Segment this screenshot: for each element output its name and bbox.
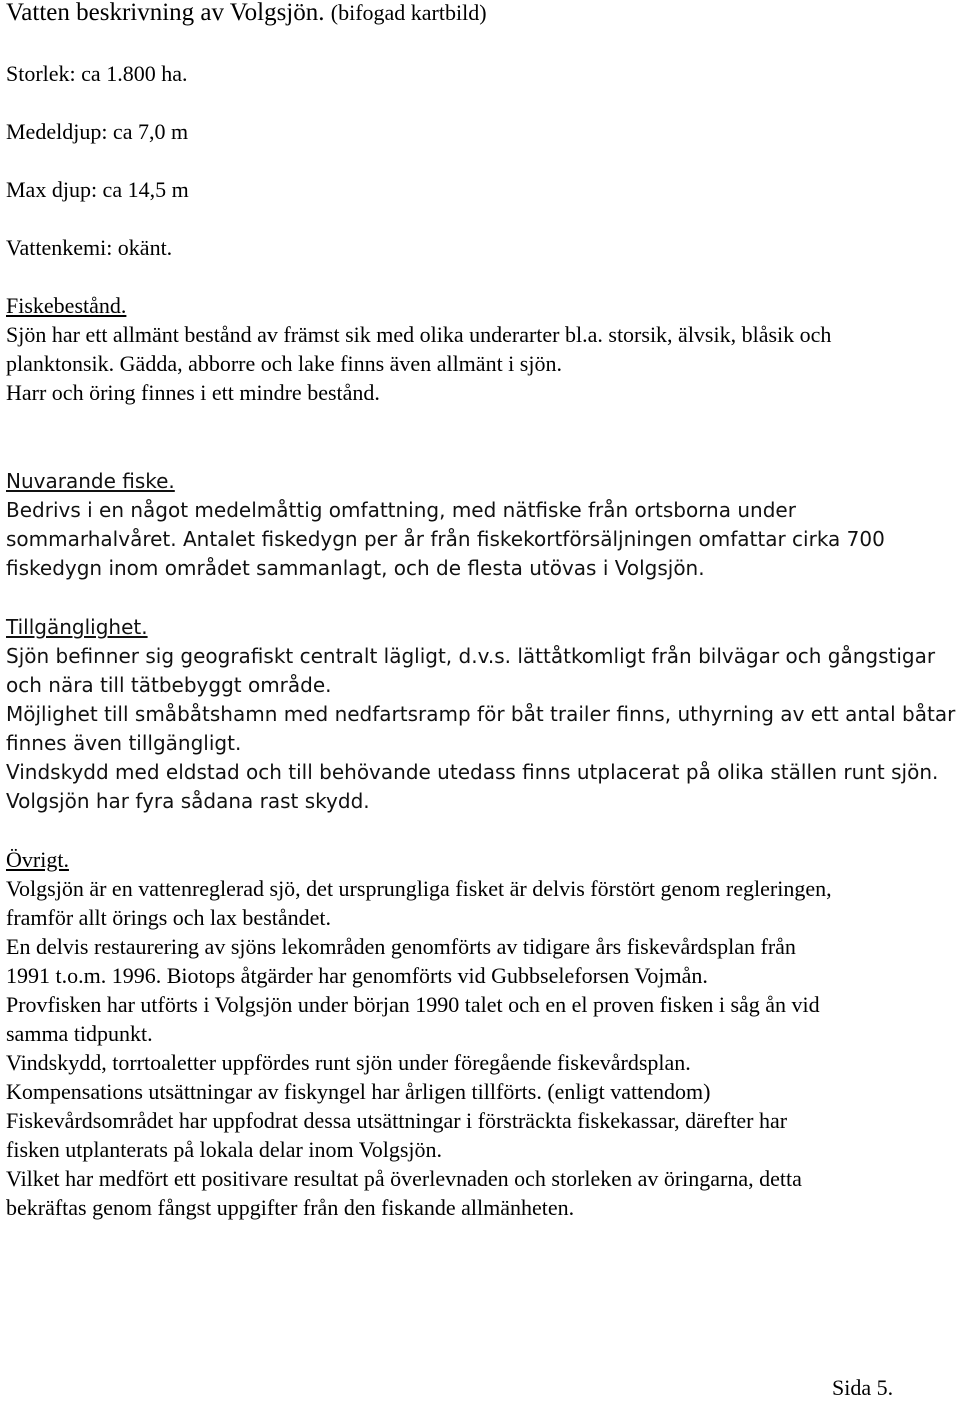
paragraph-line [6,525,885,553]
paragraph-line: Vindskydd, torrtoaletter uppfördes runt sjön under föregående fiskevårdsplan. [6,1050,691,1075]
fact-mean-depth: Medeldjup: ca 7,0 m [6,119,189,144]
paragraph-line: samma tidpunkt. [6,1021,153,1046]
paragraph-line: fisken utplanterats på lokala delar inom Volgsjön. [6,1137,443,1162]
paragraph-line: Fiskevårdsområdet har uppfodrat dessa utsättningar i försträckta fiskekassar, därefter har [6,1108,788,1133]
paragraph-line: Sjön har ett allmänt bestånd av främst sik med olika underarter bl.a. storsik, älvsik, blåsik och [6,322,832,347]
section-heading-ovrigt: Övrigt. [6,847,69,872]
fact-size: Storlek: ca 1.800 ha. [6,61,188,86]
paragraph-line: Sjön befinner sig geografiskt centralt lägligt, d.v.s. lättåtkomligt från bilvägar och gångstigar [6,644,936,668]
paragraph-line: fiskedygn inom området sammanlagt, och de flesta utövas i Volgsjön. [6,556,705,580]
title-note: (bifogad kartbild) [330,0,487,25]
paragraph-line: planktonsik. Gädda, abborre och lake finns även allmänt i sjön. [6,351,562,376]
paragraph-line: Vindskydd med eldstad och till behövande utedass finns utplacerat på olika ställen runt sjön. [6,760,939,784]
paragraph-line: En delvis restaurering av sjöns lekområden genomförts av tidigare års fiskevårdsplan från [6,934,796,959]
page-title [6,0,487,27]
paragraph-line: framför allt örings och lax beståndet. [6,905,332,930]
paragraph-line: finnes även tillgängligt. [6,731,242,755]
title-main: Vatten beskrivning av Volgsjön. [6,0,325,26]
paragraph-line: Kompensations utsättningar av fiskyngel har årligen tillförts. (enligt vattendom) [6,1079,711,1104]
section-heading-tillganglighet: Tillgänglighet. [6,615,148,639]
paragraph-line: Harr och öring finnes i ett mindre bestånd. [6,380,380,405]
paragraph-line: Volgsjön är en vattenreglerad sjö, det ursprungliga fisket är delvis förstört genom regleringen, [6,876,832,901]
paragraph-line: Möjlighet till småbåtshamn med nedfartsramp för båt trailer finns, uthyrning av ett antal båtar [6,702,956,726]
section-heading-nuvarande-fiske: Nuvarande fiske. [6,469,175,493]
paragraph-line: Bedrivs i en något medelmåttig omfattning, med nätfiske från ortsborna under [6,498,796,522]
paragraph-line: 1991 t.o.m. 1996. Biotops åtgärder har genomförts vid Gubbseleforsen Vojmån. [6,963,708,988]
paragraph-line: Provfisken har utförts i Volgsjön under början 1990 talet och en el proven fisken i såg ån vid [6,992,820,1017]
paragraph-line: och nära till tätbebyggt område. [6,673,332,697]
fact-max-depth: Max djup: ca 14,5 m [6,177,189,202]
paragraph-fragment: sommarhalvåret. [6,527,177,551]
fact-water-chemistry: Vattenkemi: okänt. [6,235,173,260]
section-heading-fiskebestand: Fiskebestånd. [6,293,127,318]
paragraph-line: Vilket har medfört ett positivare resultat på överlevnaden och storleken av öringarna, detta [6,1166,802,1191]
paragraph-line: Volgsjön har fyra sådana rast skydd. [6,789,370,813]
page-number: Sida 5. [832,1375,894,1400]
paragraph-fragment: Antalet fiskedygn per år från fiskekortförsäljningen omfattar cirka 700 [176,527,885,551]
paragraph-line: bekräftas genom fångst uppgifter från den fiskande allmänheten. [6,1195,575,1220]
